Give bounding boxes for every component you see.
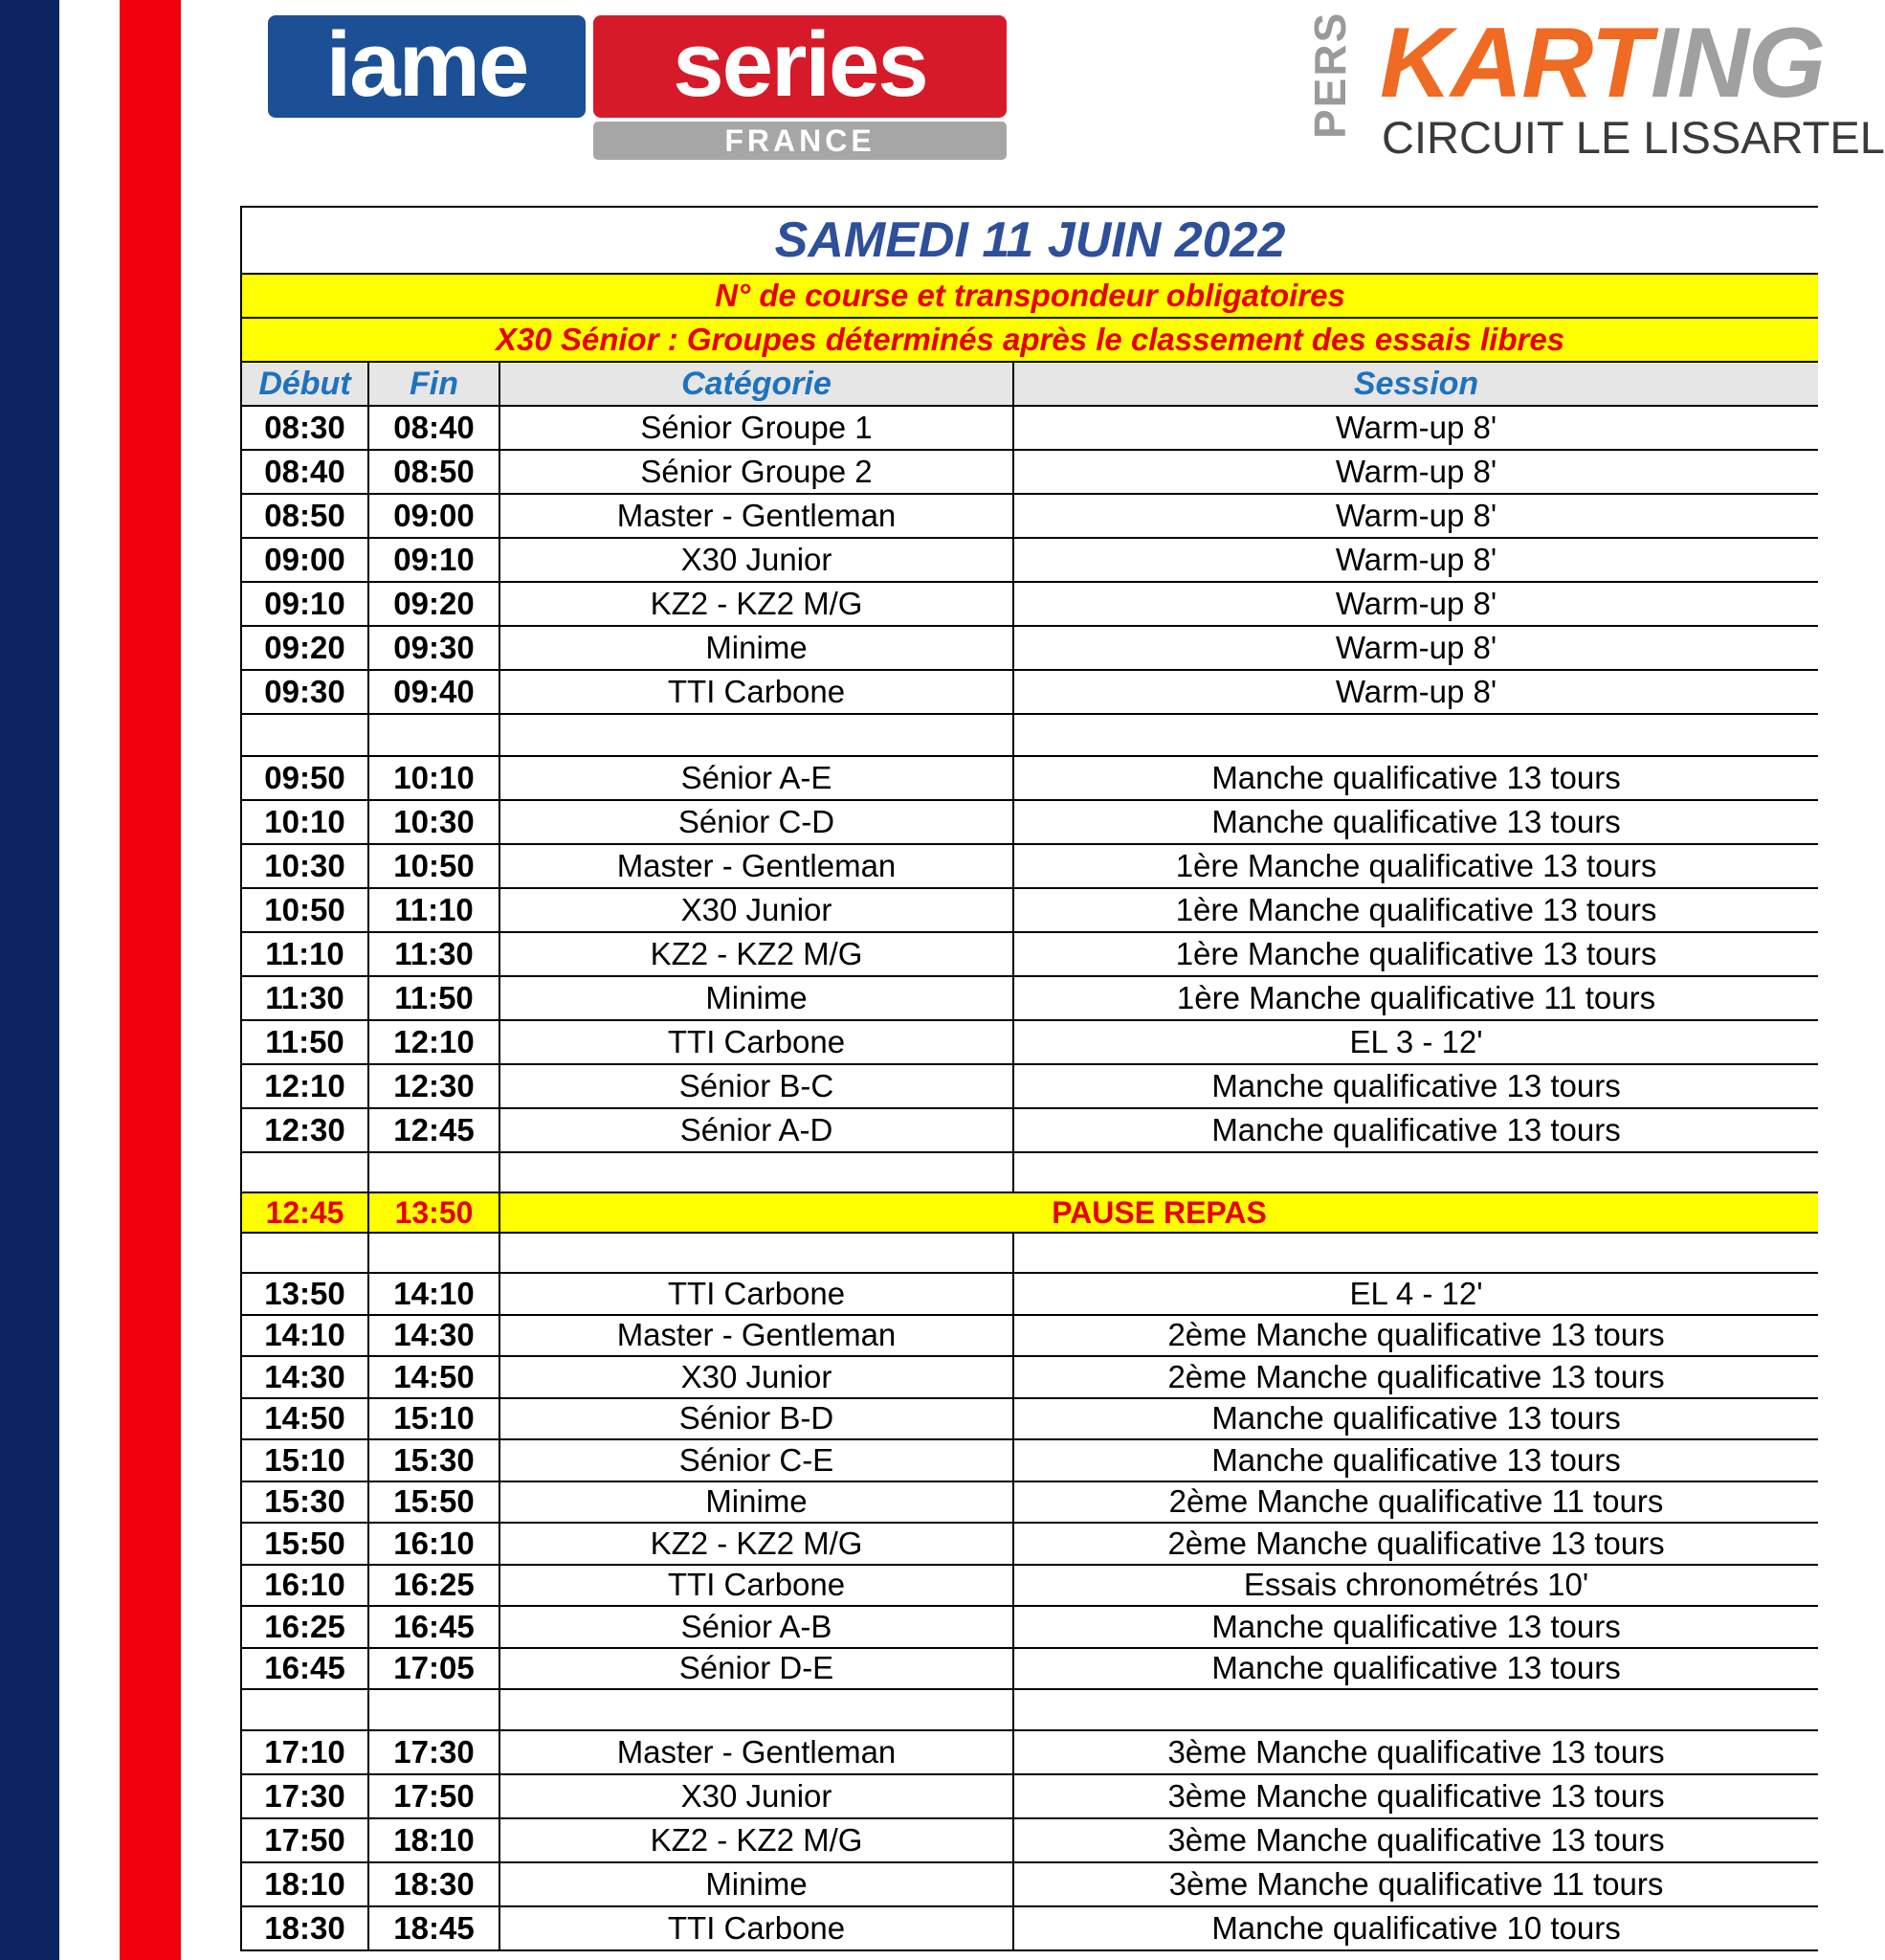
start-time-cell: 17:10	[241, 1730, 368, 1774]
start-time-cell: 08:30	[241, 406, 368, 450]
flag-stripe-blue	[0, 0, 59, 1960]
start-time-cell: 16:45	[241, 1648, 368, 1690]
start-time-cell: 11:10	[241, 932, 368, 976]
pause-row	[241, 1192, 1818, 1233]
category-cell: Master - Gentleman	[499, 1315, 1013, 1357]
start-time-cell: 18:10	[241, 1862, 368, 1906]
category-cell: KZ2 - KZ2 M/G	[499, 932, 1013, 976]
schedule-row	[241, 888, 1818, 932]
end-time-cell: 18:45	[368, 1906, 499, 1950]
spacer-cell	[368, 1233, 499, 1273]
session-cell: EL 3 - 12'	[1013, 1020, 1818, 1064]
start-time-cell: 14:30	[241, 1356, 368, 1398]
end-time-cell: 15:50	[368, 1481, 499, 1524]
category-cell: Sénior A-D	[499, 1108, 1013, 1152]
notice-x30-groups: X30 Sénior : Groupes déterminés après le classement des essais libres	[241, 318, 1818, 362]
column-header-start: Début	[241, 362, 368, 406]
schedule-row	[241, 626, 1818, 670]
pers-logo-text: PERS	[1305, 11, 1355, 139]
spacer-cell	[368, 1152, 499, 1192]
category-cell: KZ2 - KZ2 M/G	[499, 1818, 1013, 1862]
session-cell: Manche qualificative 13 tours	[1013, 1648, 1818, 1690]
start-time-cell: 15:10	[241, 1439, 368, 1481]
session-cell: 2ème Manche qualificative 13 tours	[1013, 1315, 1818, 1357]
schedule-row	[241, 1862, 1818, 1906]
end-time-cell: 17:05	[368, 1648, 499, 1690]
end-time-cell: 17:50	[368, 1774, 499, 1818]
start-time-cell: 13:50	[241, 1273, 368, 1315]
iame-series-logo	[268, 15, 1007, 161]
category-cell: TTI Carbone	[499, 1273, 1013, 1315]
session-cell: 3ème Manche qualificative 11 tours	[1013, 1862, 1818, 1906]
schedule-row	[241, 538, 1818, 582]
session-cell: Manche qualificative 10 tours	[1013, 1906, 1818, 1950]
category-cell: Sénior A-E	[499, 756, 1013, 800]
schedule-title: SAMEDI 11 JUIN 2022	[241, 207, 1818, 274]
session-cell: Essais chronométrés 10'	[1013, 1565, 1818, 1607]
start-time-cell: 10:10	[241, 800, 368, 844]
spacer-row	[241, 1689, 1818, 1730]
schedule-row	[241, 1020, 1818, 1064]
start-time-cell: 18:30	[241, 1906, 368, 1950]
spacer-cell	[499, 1233, 1013, 1273]
end-time-cell: 09:10	[368, 538, 499, 582]
session-cell: Manche qualificative 13 tours	[1013, 800, 1818, 844]
flag-stripe-red	[120, 0, 181, 1960]
category-cell: Sénior B-D	[499, 1398, 1013, 1440]
session-cell: 3ème Manche qualificative 13 tours	[1013, 1818, 1818, 1862]
session-cell: 2ème Manche qualificative 13 tours	[1013, 1356, 1818, 1398]
end-time-cell: 10:50	[368, 844, 499, 888]
schedule-row	[241, 1906, 1818, 1950]
start-time-cell: 14:50	[241, 1398, 368, 1440]
end-time-cell: 08:40	[368, 406, 499, 450]
category-cell: X30 Junior	[499, 888, 1013, 932]
category-cell: X30 Junior	[499, 538, 1013, 582]
schedule-row	[241, 1774, 1818, 1818]
schedule-row	[241, 1108, 1818, 1152]
schedule-row	[241, 450, 1818, 494]
session-cell: 1ère Manche qualificative 13 tours	[1013, 844, 1818, 888]
spacer-cell	[241, 714, 368, 756]
pause-start-time: 12:45	[241, 1192, 368, 1233]
category-cell: TTI Carbone	[499, 1020, 1013, 1064]
schedule-row	[241, 1648, 1818, 1690]
spacer-row	[241, 1152, 1818, 1192]
session-cell: 2ème Manche qualificative 11 tours	[1013, 1481, 1818, 1524]
end-time-cell: 09:00	[368, 494, 499, 538]
schedule-row	[241, 406, 1818, 450]
category-cell: Sénior Groupe 1	[499, 406, 1013, 450]
end-time-cell: 16:10	[368, 1523, 499, 1565]
column-header-row	[241, 362, 1818, 406]
end-time-cell: 17:30	[368, 1730, 499, 1774]
category-cell: Sénior Groupe 2	[499, 450, 1013, 494]
column-header-end: Fin	[368, 362, 499, 406]
category-cell: X30 Junior	[499, 1774, 1013, 1818]
spacer-cell	[241, 1152, 368, 1192]
category-cell: Sénior A-B	[499, 1606, 1013, 1648]
circuit-name: CIRCUIT LE LISSARTEL	[1382, 112, 1885, 163]
france-logo-text: FRANCE	[593, 122, 1007, 160]
end-time-cell: 15:10	[368, 1398, 499, 1440]
start-time-cell: 09:50	[241, 756, 368, 800]
end-time-cell: 14:50	[368, 1356, 499, 1398]
start-time-cell: 10:30	[241, 844, 368, 888]
session-cell: 3ème Manche qualificative 13 tours	[1013, 1730, 1818, 1774]
spacer-cell	[499, 714, 1013, 756]
session-cell: EL 4 - 12'	[1013, 1273, 1818, 1315]
session-cell: Manche qualificative 13 tours	[1013, 756, 1818, 800]
spacer-cell	[499, 1152, 1013, 1192]
start-time-cell: 11:50	[241, 1020, 368, 1064]
schedule-row	[241, 756, 1818, 800]
schedule-row	[241, 1818, 1818, 1862]
end-time-cell: 12:30	[368, 1064, 499, 1108]
end-time-cell: 18:10	[368, 1818, 499, 1862]
start-time-cell: 09:30	[241, 670, 368, 714]
category-cell: Minime	[499, 1862, 1013, 1906]
schedule-row	[241, 932, 1818, 976]
end-time-cell: 11:50	[368, 976, 499, 1020]
session-cell: Manche qualificative 13 tours	[1013, 1108, 1818, 1152]
pause-label: PAUSE REPAS	[499, 1192, 1818, 1233]
start-time-cell: 08:40	[241, 450, 368, 494]
spacer-cell	[368, 714, 499, 756]
category-cell: Minime	[499, 1481, 1013, 1524]
spacer-cell	[1013, 1233, 1818, 1273]
session-cell: Warm-up 8'	[1013, 670, 1818, 714]
category-cell: Sénior C-E	[499, 1439, 1013, 1481]
start-time-cell: 17:50	[241, 1818, 368, 1862]
session-cell: Warm-up 8'	[1013, 582, 1818, 626]
category-cell: X30 Junior	[499, 1356, 1013, 1398]
end-time-cell: 10:30	[368, 800, 499, 844]
schedule-table	[240, 206, 1818, 1951]
schedule-row	[241, 670, 1818, 714]
series-logo-text: series	[593, 15, 1007, 118]
end-time-cell: 11:10	[368, 888, 499, 932]
session-cell: Warm-up 8'	[1013, 626, 1818, 670]
category-cell: Minime	[499, 626, 1013, 670]
start-time-cell: 15:30	[241, 1481, 368, 1524]
end-time-cell: 16:45	[368, 1606, 499, 1648]
spacer-row	[241, 1233, 1818, 1273]
end-time-cell: 09:40	[368, 670, 499, 714]
start-time-cell: 09:00	[241, 538, 368, 582]
category-cell: Master - Gentleman	[499, 844, 1013, 888]
schedule-row	[241, 1315, 1818, 1357]
session-cell: Warm-up 8'	[1013, 494, 1818, 538]
spacer-cell	[1013, 714, 1818, 756]
end-time-cell: 14:10	[368, 1273, 499, 1315]
session-cell: Manche qualificative 13 tours	[1013, 1439, 1818, 1481]
session-cell: Manche qualificative 13 tours	[1013, 1398, 1818, 1440]
category-cell: Master - Gentleman	[499, 494, 1013, 538]
kart-logo-text: KART	[1380, 8, 1651, 119]
end-time-cell: 16:25	[368, 1565, 499, 1607]
session-cell: 2ème Manche qualificative 13 tours	[1013, 1523, 1818, 1565]
session-cell: 1ère Manche qualificative 11 tours	[1013, 976, 1818, 1020]
session-cell: 3ème Manche qualificative 13 tours	[1013, 1774, 1818, 1818]
category-cell: TTI Carbone	[499, 1906, 1013, 1950]
pers-karting-logo	[1301, 8, 1885, 163]
schedule-row	[241, 1064, 1818, 1108]
start-time-cell: 09:10	[241, 582, 368, 626]
start-time-cell: 10:50	[241, 888, 368, 932]
end-time-cell: 18:30	[368, 1862, 499, 1906]
start-time-cell: 17:30	[241, 1774, 368, 1818]
start-time-cell: 12:10	[241, 1064, 368, 1108]
schedule-row	[241, 1730, 1818, 1774]
spacer-row	[241, 714, 1818, 756]
start-time-cell: 09:20	[241, 626, 368, 670]
category-cell: Sénior B-C	[499, 1064, 1013, 1108]
schedule-row	[241, 494, 1818, 538]
session-cell: 1ère Manche qualificative 13 tours	[1013, 932, 1818, 976]
start-time-cell: 16:25	[241, 1606, 368, 1648]
category-cell: TTI Carbone	[499, 1565, 1013, 1607]
end-time-cell: 11:30	[368, 932, 499, 976]
schedule-row	[241, 844, 1818, 888]
session-cell: 1ère Manche qualificative 13 tours	[1013, 888, 1818, 932]
start-time-cell: 08:50	[241, 494, 368, 538]
ing-logo-text: ING	[1650, 8, 1825, 119]
start-time-cell: 12:30	[241, 1108, 368, 1152]
category-cell: KZ2 - KZ2 M/G	[499, 1523, 1013, 1565]
schedule-row	[241, 1273, 1818, 1315]
schedule-row	[241, 1481, 1818, 1524]
schedule-row	[241, 1439, 1818, 1481]
column-header-session: Session	[1013, 362, 1818, 406]
schedule-row	[241, 976, 1818, 1020]
end-time-cell: 15:30	[368, 1439, 499, 1481]
session-cell: Manche qualificative 13 tours	[1013, 1064, 1818, 1108]
schedule-row	[241, 1356, 1818, 1398]
category-cell: Sénior D-E	[499, 1648, 1013, 1690]
spacer-cell	[1013, 1689, 1818, 1730]
schedule-table-container	[240, 206, 1817, 1951]
end-time-cell: 09:30	[368, 626, 499, 670]
spacer-cell	[1013, 1152, 1818, 1192]
schedule-row	[241, 582, 1818, 626]
karting-logo-text	[1380, 8, 1825, 119]
spacer-cell	[241, 1689, 368, 1730]
session-cell: Warm-up 8'	[1013, 406, 1818, 450]
column-header-category: Catégorie	[499, 362, 1013, 406]
spacer-cell	[368, 1689, 499, 1730]
notice-transponder: N° de course et transpondeur obligatoires	[241, 274, 1818, 318]
end-time-cell: 10:10	[368, 756, 499, 800]
pause-end-time: 13:50	[368, 1192, 499, 1233]
start-time-cell: 16:10	[241, 1565, 368, 1607]
end-time-cell: 09:20	[368, 582, 499, 626]
iame-logo-text: iame	[268, 15, 586, 118]
spacer-cell	[499, 1689, 1013, 1730]
schedule-row	[241, 1565, 1818, 1607]
flag-stripe-white	[59, 0, 120, 1960]
start-time-cell: 14:10	[241, 1315, 368, 1357]
session-cell: Warm-up 8'	[1013, 538, 1818, 582]
session-cell: Warm-up 8'	[1013, 450, 1818, 494]
start-time-cell: 15:50	[241, 1523, 368, 1565]
schedule-row	[241, 1523, 1818, 1565]
end-time-cell: 08:50	[368, 450, 499, 494]
category-cell: Sénior C-D	[499, 800, 1013, 844]
session-cell: Manche qualificative 13 tours	[1013, 1606, 1818, 1648]
category-cell: Minime	[499, 976, 1013, 1020]
start-time-cell: 11:30	[241, 976, 368, 1020]
category-cell: KZ2 - KZ2 M/G	[499, 582, 1013, 626]
end-time-cell: 12:10	[368, 1020, 499, 1064]
schedule-row	[241, 1606, 1818, 1648]
category-cell: TTI Carbone	[499, 670, 1013, 714]
end-time-cell: 14:30	[368, 1315, 499, 1357]
category-cell: Master - Gentleman	[499, 1730, 1013, 1774]
schedule-row	[241, 1398, 1818, 1440]
end-time-cell: 12:45	[368, 1108, 499, 1152]
schedule-row	[241, 800, 1818, 844]
spacer-cell	[241, 1233, 368, 1273]
